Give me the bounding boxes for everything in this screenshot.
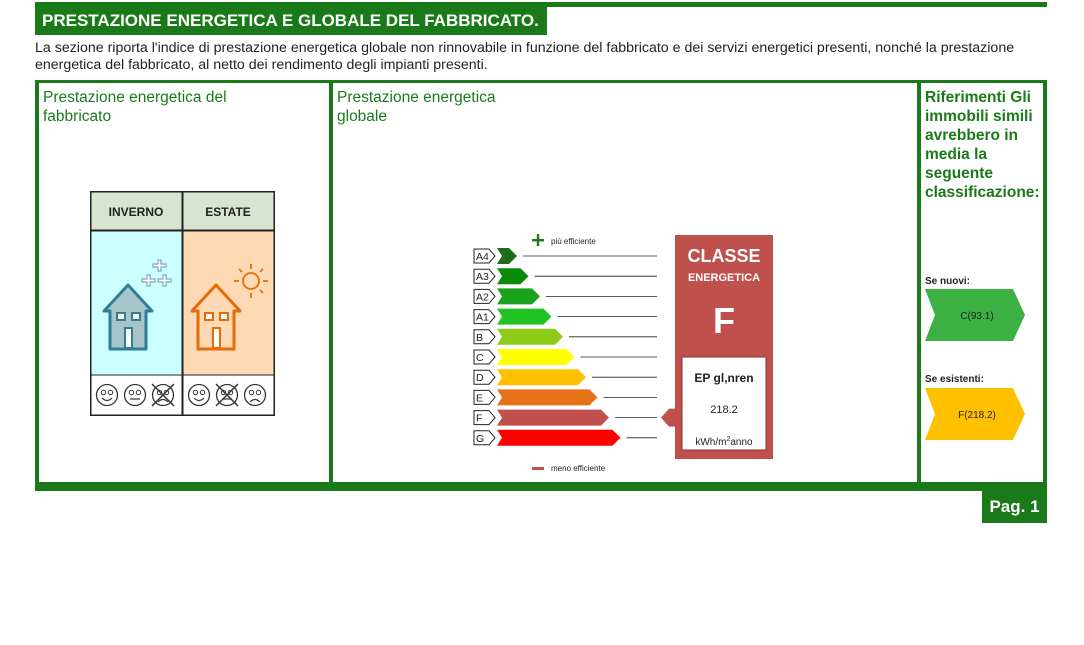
plus-icon bbox=[532, 234, 544, 246]
class-bar bbox=[497, 248, 517, 264]
class-bar bbox=[497, 410, 609, 426]
riferimenti-column bbox=[921, 83, 1043, 482]
card-class-letter: F bbox=[713, 300, 735, 341]
section-intro: La sezione riporta l'indice di prestazione energetica globale non rinnovabile in funzione del fabbricato e dei servizi energetici presenti, nonché la prestazione energetica del fabbricato, al netto dei rendimento degli impianti presenti. bbox=[35, 40, 1015, 73]
fabbricato-title: Prestazione energetica del fabbricato bbox=[43, 89, 227, 125]
class-row-f bbox=[474, 410, 657, 426]
riferimenti-title: Riferimenti Gli immobili simili avrebbero in media la seguente classificazione: bbox=[925, 89, 1040, 201]
class-row-a4 bbox=[474, 248, 657, 264]
smiley-icon bbox=[152, 384, 174, 406]
class-bar bbox=[497, 349, 575, 365]
class-bar bbox=[497, 369, 586, 385]
class-label: G bbox=[476, 432, 485, 445]
card-heading-1: CLASSE bbox=[687, 246, 761, 266]
winter-label: INVERNO bbox=[108, 205, 164, 219]
esistenti-badge bbox=[925, 388, 1025, 440]
nuovi-label: Se nuovi: bbox=[925, 276, 971, 287]
class-row-a2 bbox=[474, 288, 657, 304]
class-label: A3 bbox=[476, 271, 489, 284]
class-row-e bbox=[474, 389, 657, 405]
class-label: A1 bbox=[476, 311, 489, 324]
fabbricato-column bbox=[39, 83, 329, 482]
class-bar bbox=[497, 268, 529, 284]
season-panel bbox=[90, 191, 275, 416]
class-label: A4 bbox=[476, 251, 489, 263]
section-title: PRESTAZIONE ENERGETICA E GLOBALE DEL FABBRICATO. bbox=[35, 7, 547, 35]
card-heading-2: ENERGETICA bbox=[687, 272, 761, 284]
smiley-icon bbox=[216, 384, 238, 406]
class-bars bbox=[474, 248, 657, 446]
summer-label: ESTATE bbox=[205, 205, 251, 219]
globale-column bbox=[333, 83, 917, 482]
class-bar bbox=[497, 329, 563, 345]
class-row-g bbox=[474, 430, 657, 446]
top-note: più efficiente bbox=[551, 237, 596, 246]
globale-title: Prestazione energetica globale bbox=[337, 89, 496, 125]
class-label: D bbox=[476, 372, 484, 385]
current-class-pointer bbox=[661, 409, 675, 427]
smiley-icon bbox=[125, 385, 146, 406]
class-bar bbox=[497, 288, 540, 304]
class-bar bbox=[497, 389, 598, 405]
class-row-c bbox=[474, 349, 657, 365]
class-label: F bbox=[476, 412, 483, 425]
ep-value: 218.2 bbox=[710, 404, 738, 416]
class-label: C bbox=[476, 352, 484, 364]
class-bar bbox=[497, 430, 621, 446]
class-label: A2 bbox=[476, 291, 489, 304]
class-bar bbox=[497, 309, 552, 325]
esistenti-value: F(218.2) bbox=[958, 410, 996, 421]
bottom-note: meno efficiente bbox=[551, 464, 606, 473]
smiley-icon bbox=[97, 385, 118, 406]
class-label: B bbox=[476, 331, 484, 344]
smiley-icon bbox=[245, 385, 266, 406]
class-row-b bbox=[474, 329, 657, 345]
energy-scale bbox=[333, 83, 917, 482]
minus-icon bbox=[532, 467, 544, 470]
ep-label: EP gl,nren bbox=[694, 371, 754, 385]
class-label: E bbox=[476, 392, 484, 405]
nuovi-value: C(93.1) bbox=[960, 311, 994, 322]
class-row-d bbox=[474, 369, 657, 385]
class-row-a3 bbox=[474, 268, 657, 284]
nuovi-badge bbox=[925, 289, 1025, 341]
esistenti-label: Se esistenti: bbox=[925, 374, 984, 385]
ep-unit: kWh/$m^2anno$ bbox=[695, 436, 753, 448]
performance-table bbox=[35, 80, 1047, 491]
class-row-a1 bbox=[474, 309, 657, 325]
smiley-icon bbox=[189, 385, 210, 406]
page-number: Pag. 1 bbox=[982, 491, 1047, 523]
